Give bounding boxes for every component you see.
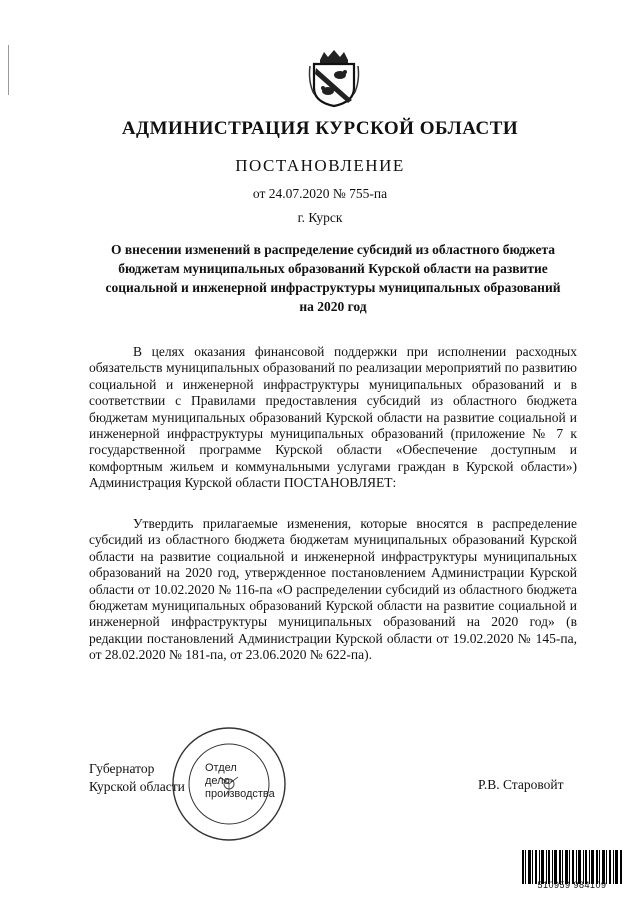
stamp-inner-line-3: производства	[205, 788, 275, 800]
document-city: г. Курск	[297, 210, 343, 225]
barcode-number: 510959 984109	[537, 880, 607, 890]
stamp-inner-text	[205, 762, 275, 801]
signatory-name: Р.В. Старовойт	[478, 777, 564, 792]
document-subject: О внесении изменений в распределение субсидий из областного бюджета бюджетам муниципальных образований Курской области на развитие социальной и инженерной инфраструктуры муниципальных образований на 2020 год	[105, 242, 561, 314]
barcode-icon	[522, 850, 622, 884]
signatory-position-line-1: Губернатор	[89, 761, 155, 776]
body-paragraph-1: В целях оказания финансовой поддержки при исполнении расходных обязательств муниципальных образований по реализации мероприятий по развитию социальной и инженерной инфраструктуры муниципальных образований и в соответствии с Правилами предоставления субсидий из областного бюджета бюджетам муниципальных образований Курской области на развитие социальной и инженерной инфраструктуры муниципальных образований (приложение № 7 к государственной программе Курской области «Обеспечение доступным и комфортным жильем и коммунальными услугами граждан в Курской области») Администрация Курской области ПОСТАНОВЛЯЕТ:	[89, 344, 577, 491]
document-date-number: от 24.07.2020 № 755-па	[252, 186, 388, 201]
organization-title: АДМИНИСТРАЦИЯ КУРСКОЙ ОБЛАСТИ	[121, 118, 519, 139]
scan-margin-mark	[8, 45, 9, 95]
body-paragraph-2: Утвердить прилагаемые изменения, которые вносятся в распределение субсидий из областного бюджета бюджетам муниципальных образований Курской области на развитие социальной и инженерной инфраструктуры муниципальных образований на 2020 год, утвержденное постановлением Администрации Курской области от 10.02.2020 № 116-па «О распределении субсидий из областного бюджета бюджетам муниципальных образований Курской области на развитие социальной и инженерной инфраструктуры муниципальных образований на 2020 год» (в редакции постановлений Администрации Курской области от 19.02.2020 № 145-па, от 28.02.2020 № 181-па, от 23.06.2020 № 622-па).	[89, 516, 577, 663]
coat-of-arms-icon	[306, 48, 362, 108]
stamp-inner-line-2: дело-	[205, 775, 234, 787]
document-type: ПОСТАНОВЛЕНИЕ	[235, 156, 405, 175]
stamp-inner-line-1: Отдел	[205, 762, 237, 774]
signatory-position-line-2: Курской области	[89, 779, 185, 794]
